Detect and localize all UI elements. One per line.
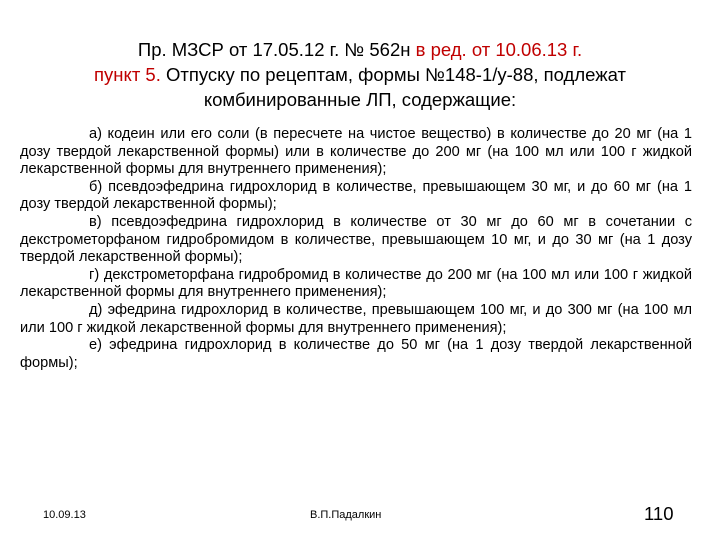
page-number: 110 — [644, 503, 674, 524]
order-reference: Пр. МЗСР от 17.05.12 г. № 562н — [137, 39, 411, 60]
list-item: г) декстрометорфана гидробромид в количестве до 200 мг (на 100 мл или 100 г жидкой лекарственной формы для внутреннего применения); — [20, 266, 692, 301]
list-item: б) псевдоэфедрина гидрохлорид в количестве, превышающем 30 мг, и до 60 мг (на 1 дозу твердой лекарственной формы); — [20, 178, 692, 213]
title-line-1 — [40, 37, 680, 62]
slide-title — [40, 37, 680, 112]
list-item: д) эфедрина гидрохлорид в количестве, превышающем 100 мг, и до 300 мг (на 100 мл или 100 г жидкой лекарственной формы для внутреннего применения); — [20, 301, 692, 336]
clause-list — [20, 126, 692, 372]
footer-author: В.П.Падалкин — [310, 509, 382, 521]
title-line-3: комбинированные ЛП, содержащие: — [203, 89, 517, 110]
title-line-2 — [40, 62, 680, 87]
list-item: е) эфедрина гидрохлорид в количестве до 50 мг (на 1 дозу твердой лекарственной формы); — [20, 337, 692, 371]
footer-date: 10.09.13 — [43, 509, 86, 521]
list-item: а) кодеин или его соли (в пересчете на чистое вещество) в количестве до 20 мг (на 1 дозу твердой лекарственной формы) или в количестве до 200 мг (на 100 мл или 100 г жидкой лекарственной формы для внутреннего применения); — [20, 126, 692, 178]
clause-text: Отпуску по рецептам, формы №148-1/у-88, подлежат — [166, 64, 626, 85]
revision-date: в ред. от 10.06.13 г. — [415, 39, 583, 60]
list-item: в) псевдоэфедрина гидрохлорид в количестве от 30 мг до 60 мг в сочетании с декстрометорфаном гидробромидом в количестве, превышающем 10 мг, и до 30 мг (на 1 дозу твердой лекарственной формы); — [20, 213, 692, 266]
clause-number: пункт 5. — [94, 64, 161, 85]
